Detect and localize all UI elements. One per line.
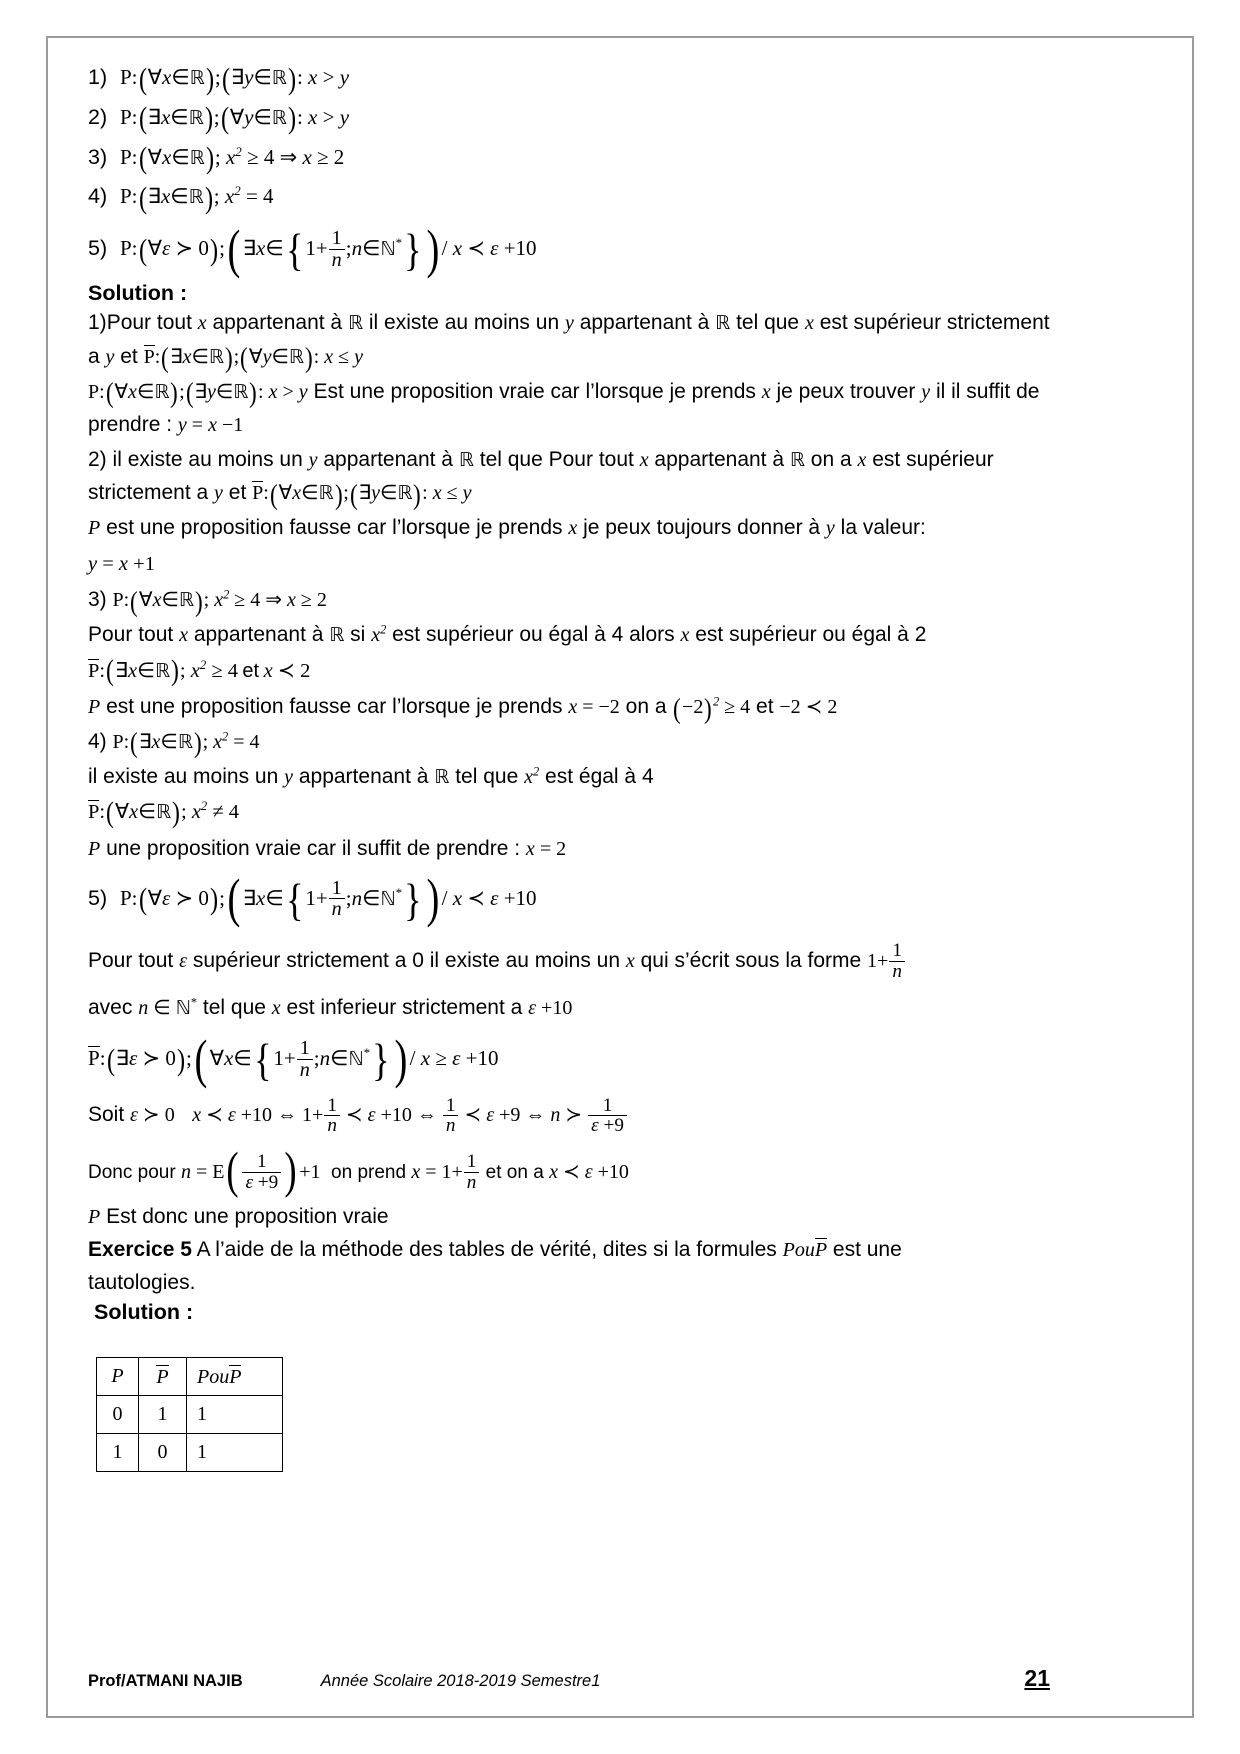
part3-text-b: appartenant à	[193, 622, 324, 646]
part1-set-R: ℝ	[347, 312, 364, 335]
part5-soit-cond: ε ≻ 0	[130, 1104, 175, 1127]
part4-statement-line	[88, 725, 1050, 759]
statement-item-4	[88, 177, 1050, 217]
part3-val-x: x = −2	[568, 696, 620, 719]
part3-text-d: est supérieur ou égal à 4 alors	[392, 622, 675, 646]
part1-comment-b: je peux trouver	[776, 379, 916, 403]
part4-var-y: y	[284, 765, 293, 788]
footer-author: Prof/ATMANI NAJIB	[88, 1672, 243, 1690]
part2-label: 2)	[88, 447, 107, 471]
part2-var-x: x	[639, 448, 649, 471]
part5-donc-ineq: x ≺ ε +10	[549, 1160, 629, 1183]
truth-table-header-p-or-not-p: PouP	[187, 1358, 283, 1396]
statement-label-5: 5)	[88, 236, 108, 261]
part3-comment-b: on a	[625, 695, 667, 719]
part5-negation: P:(∃ε ≻ 0);( ∀x∈{ 1+ $\frac{1}{n}$ ;n∈ℕ*}) / x ≥ ε +10	[88, 1028, 499, 1089]
part2-value-line	[88, 548, 1050, 581]
truth-table-header-not-p: P	[139, 1358, 187, 1396]
part4-value: x = 2	[525, 837, 567, 860]
part2-truth-comment: P est une proposition fausse car l’lorsque je prends x je peux toujours donner à y la valeur:	[88, 515, 926, 539]
part5-cond-n: n ∈ ℕ*	[138, 995, 198, 1020]
part4-text-d: est égal à 4	[545, 764, 654, 788]
statement-list	[88, 58, 1050, 279]
part5-chain: x ≺ ε +10 ⇔ 1+ $\frac{1}{n}$ ≺ ε +10 ⇔ $\frac{1}{n}$ ≺ ε +9 ⇔ n ≻ $\frac{1}{\varepsilon +9}$	[192, 1104, 628, 1126]
part3-prop: P:(∀x∈ℝ); $x^2 \ge 4$ ⇒ x ≥ 2	[112, 585, 327, 618]
statement-math-2: P:(∃x∈ℝ);(∀y∈ℝ): x > y	[119, 101, 350, 136]
statement-item-3	[88, 138, 1050, 178]
part2-negation: P:(∀x∈ℝ);(∃y∈ℝ): x ≤ y	[252, 478, 472, 511]
page-number: 21	[1024, 1665, 1050, 1691]
spacer	[88, 1325, 1050, 1351]
part5-text-c: qui s’écrit sous la forme	[640, 948, 862, 972]
part4-negation-line	[88, 796, 1050, 829]
part1-text-a: Pour tout	[106, 311, 192, 335]
part5-text-b: supérieur strictement a 0 il existe au moins un	[192, 948, 621, 972]
solution-part-2	[88, 443, 1050, 581]
truth-table	[96, 1357, 283, 1472]
part1-text-b: appartenant à	[212, 311, 343, 335]
truth-cell-p-row2: 1	[97, 1434, 139, 1472]
part5-donc-x: x = 1+ $\frac{1}{n}$	[411, 1161, 480, 1183]
part3-text-e: est supérieur ou égal à 2	[695, 622, 927, 646]
part1-value: y = x −1	[177, 414, 244, 437]
part5-chain-line	[88, 1087, 1050, 1144]
exercice-5-block	[88, 1234, 1050, 1472]
part1-label: 1)	[88, 311, 107, 335]
part5-donc-a: Donc pour	[88, 1161, 176, 1183]
truth-cell-notp-row1: 1	[139, 1396, 187, 1434]
part5-donc-c: et on a	[485, 1161, 544, 1183]
truth-table-head	[97, 1358, 283, 1396]
part1-var-y: y	[564, 312, 574, 335]
part5-conclusion: Est donc une proposition vraie	[106, 1204, 389, 1228]
footer-school-year: Année Scolaire 2018-2019 Semestre1	[320, 1672, 601, 1690]
part5-soit-label: Soit	[88, 1103, 125, 1127]
part5-conclusion-line: P Est donc une proposition vraie	[88, 1204, 389, 1228]
part2-description: 2) il existe au moins un y appartenant à ℝ tel que Pour tout x appartenant à ℝ on a x est supérieur strictement a y et P:(∀x∈ℝ);(∃y∈ℝ): x ≤ y	[88, 447, 994, 511]
part5-text-d: avec	[88, 996, 133, 1020]
statement-label-3: 3)	[88, 144, 108, 169]
part3-description: Pour tout x appartenant à ℝ si $x^2$ est supérieur ou égal à 4 alors x est supérieur ou égal à 2	[88, 622, 927, 646]
exercice5-text-a: A l’aide de la méthode des tables de vérité, dites si la formules	[196, 1238, 777, 1262]
part4-comment: une proposition vraie car il suffit de prendre :	[106, 836, 521, 860]
part5-text-f: est inferieur strictement a	[286, 996, 523, 1020]
part2-text-g: et	[228, 481, 247, 505]
part3-label: 3)	[88, 588, 107, 612]
truth-table-header-row	[97, 1358, 283, 1396]
statement-math-4: P:(∃x∈ℝ); $x^2 = 4$	[119, 180, 274, 215]
exercice5-statement-cont: tautologies.	[88, 1270, 196, 1294]
part2-var-y: y	[308, 448, 318, 471]
part5-description-line2: avec n ∈ ℕ* tel que x est inferieur strictement a ε +10	[88, 995, 573, 1020]
part1-text-d: appartenant à	[579, 311, 710, 335]
statement-item-5	[88, 217, 1050, 279]
truth-cell-p-row1: 0	[97, 1396, 139, 1434]
part3-comment-c: et	[756, 695, 774, 719]
part4-text-a: il existe au moins un	[88, 764, 279, 788]
truth-cell-result-row2: 1	[187, 1434, 283, 1472]
part5-donc-n: n = E( $\frac{1}{\varepsilon +9}$ ) +1	[180, 1143, 321, 1200]
truth-cell-result-row1: 1	[187, 1396, 283, 1434]
part3-comment-a: est une proposition fausse car l’lorsque je prends	[106, 695, 563, 719]
solution-part-4	[88, 725, 1050, 866]
part5-form: 1+ $\frac{1}{n}$	[867, 950, 906, 972]
exercice5-formula: PouP	[782, 1239, 828, 1262]
exercice5-title: Exercice 5	[88, 1238, 192, 1262]
part1-description: 1)Pour tout x appartenant à ℝ il existe au moins un y appartenant à ℝ tel que x est supérieur strictement a y et P:(∃x∈ℝ);(∀y∈ℝ): x ≤ y	[88, 311, 1050, 375]
part2-text-c: tel que Pour tout	[479, 447, 634, 471]
statement-math-3: P:(∀x∈ℝ); $x^2 \ge 4$ ⇒ x ≥ 2	[119, 141, 345, 176]
part1-negation: P:(∃x∈ℝ);(∀y∈ℝ): x ≤ y	[143, 342, 363, 375]
part5-donc-line	[88, 1145, 1050, 1199]
part1-prop: P:(∀x∈ℝ);(∃y∈ℝ): x > y	[88, 376, 308, 409]
part1-var-x: x	[197, 312, 207, 335]
part5-description-line1: Pour tout ε supérieur strictement a 0 il existe au moins un x qui s’écrit sous la forme 1+ $\frac{1}{n}$	[88, 937, 1050, 985]
part1-comment-c: il suffit de prendre :	[88, 379, 1040, 437]
part3-negation: P:(∃x∈ℝ); $x^2 \ge 4$	[88, 655, 238, 688]
statement-math-1: P:(∀x∈ℝ);(∃y∈ℝ): x > y	[119, 61, 350, 96]
part5-text-e: tel que	[202, 996, 266, 1020]
part4-text-c: tel que	[455, 764, 519, 788]
part4-prop: P:(∃x∈ℝ); $x^2 = 4$	[112, 727, 260, 760]
exercice5-solution-heading: Solution :	[94, 1300, 194, 1325]
statement-label-2: 2)	[88, 104, 108, 129]
part5-label: 5)	[88, 885, 108, 910]
exercice5-statement: Exercice 5 A l’aide de la méthode des tables de vérité, dites si la formules PouP est une	[88, 1238, 902, 1262]
statement-item-1	[88, 58, 1050, 98]
part2-text-e: on a	[810, 447, 852, 471]
part5-eps10: ε +10	[528, 997, 573, 1020]
part2-value: y = x +1	[88, 552, 155, 575]
part5-donc-b: on prend	[331, 1161, 407, 1183]
part1-comment-a: Est une proposition vraie car l’lorsque je prends	[313, 379, 756, 403]
part5-negation-line	[88, 1028, 1050, 1089]
page-content	[88, 58, 1050, 1472]
part2-comment-b: je peux toujours donner à	[583, 515, 821, 539]
part5-prop: P:(∀ε ≻ 0);( ∃x∈{ 1+ $\frac{1}{n}$ ;n∈ℕ*}) / x ≺ ε +10	[119, 868, 537, 929]
truth-table-header-p: P	[97, 1358, 139, 1396]
part2-comment-a: est une proposition fausse car l’lorsque je prends	[106, 515, 563, 539]
solution-heading: Solution :	[88, 281, 188, 306]
part1-text-c: il existe au moins un	[368, 311, 560, 335]
part3-text-a: Pour tout	[88, 622, 174, 646]
part3-truth-comment: P est une proposition fausse car l’lorsque je prends x = −2 on a $(-2)^2 \ge 4$ et −2 ≺ 2	[88, 692, 838, 725]
statement-label-1: 1)	[88, 65, 108, 89]
solution-part-3	[88, 583, 1050, 724]
part1-text-g: et	[120, 345, 138, 368]
part4-text-b: appartenant à	[298, 764, 429, 788]
part2-text-a: il existe au moins un	[112, 447, 303, 471]
statement-item-2	[88, 98, 1050, 138]
table-row	[97, 1396, 283, 1434]
part4-description: il existe au moins un y appartenant à ℝ tel que $x^2$ est égal à 4	[88, 763, 654, 788]
truth-table-body	[97, 1396, 283, 1472]
table-row	[97, 1434, 283, 1472]
part1-truth-comment: P:(∀x∈ℝ);(∃y∈ℝ): x > y Est une proposition vraie car l’lorsque je prends x je peux trouver y il il suffit de prendre : y = x −1	[88, 376, 1040, 437]
part2-text-d: appartenant à	[654, 447, 785, 471]
part3-text-c: si	[350, 622, 366, 646]
truth-cell-notp-row2: 0	[139, 1434, 187, 1472]
statement-label-4: 4)	[88, 184, 108, 209]
part5-text-a: Pour tout	[88, 948, 174, 972]
spacer	[88, 929, 1050, 937]
page-footer	[88, 1665, 1050, 1692]
part1-text-e: tel que	[736, 311, 800, 335]
part4-label: 4)	[88, 729, 107, 753]
solution-part-1	[88, 306, 1050, 441]
part4-negation: P:(∀x∈ℝ); $x^2 \ne 4$	[88, 797, 240, 830]
part3-statement-line	[88, 583, 1050, 617]
part4-truth-comment: P une proposition vraie car il suffit de prendre : x = 2	[88, 836, 567, 860]
part3-val-sq: $(-2)^2 \ge 4$	[673, 692, 751, 725]
statement-math-5: P:(∀ε ≻ 0);( ∃x∈{ 1+ $\frac{1}{n}$ ;n∈ℕ*}) / x ≺ ε +10	[119, 218, 537, 279]
part5-statement-line	[88, 867, 1050, 929]
part3-val-lt: −2 ≺ 2	[779, 696, 838, 719]
part2-text-b: appartenant à	[323, 447, 453, 471]
solution-part-5	[88, 867, 1050, 1234]
part3-negation-line: P:(∃x∈ℝ); $x^2 \ge 4$ et x ≺ 2	[88, 655, 311, 688]
part2-comment-c: la valeur:	[840, 515, 926, 539]
